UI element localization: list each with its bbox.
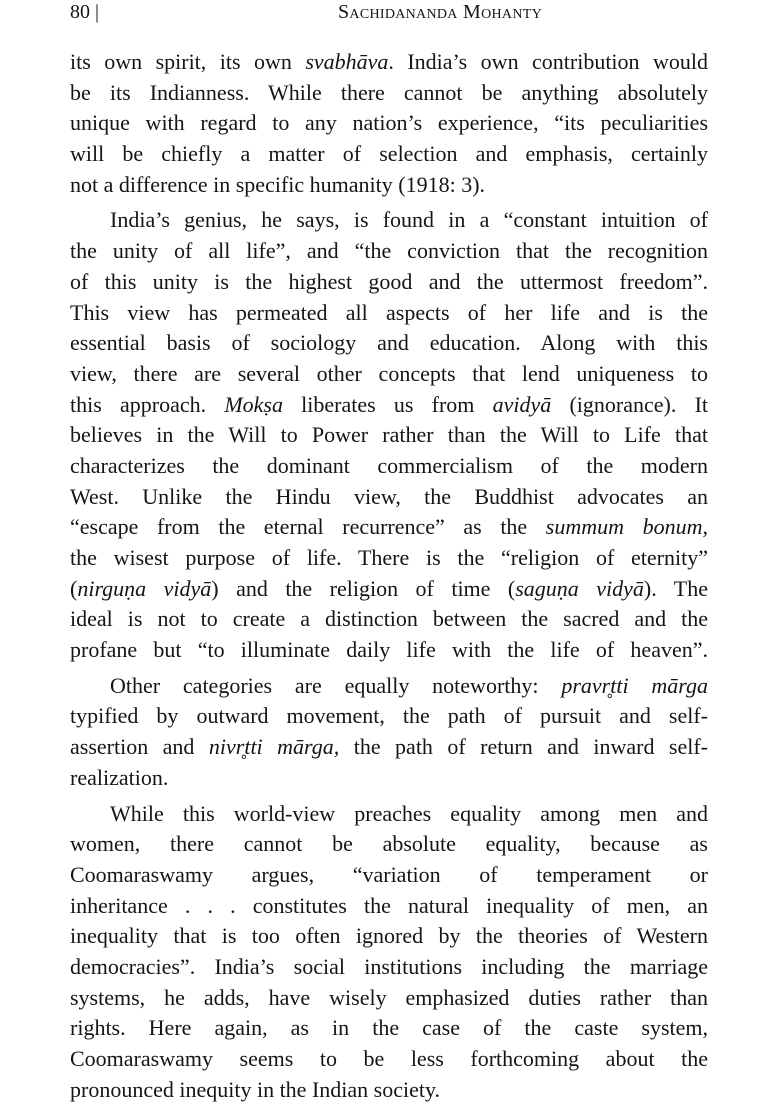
page-number: 80 |	[70, 1, 100, 23]
text-segment: this approach.	[70, 391, 225, 417]
text-segment: Other categories are equally noteworthy:	[110, 672, 562, 698]
text-segment: essential basis of sociology and education. Along with this	[70, 330, 708, 356]
page-header	[0, 0, 780, 30]
paragraph	[70, 47, 708, 200]
italic-term: saguṇa vidyā	[515, 575, 644, 601]
text-segment: inheritance . . . constitutes the natural inequality of men, an	[70, 892, 708, 918]
text-line	[70, 108, 708, 139]
text-segment: the wisest purpose of life. There is the “religion of eternity”	[70, 545, 708, 570]
text-line	[70, 921, 708, 952]
text-line	[70, 952, 708, 983]
text-line	[70, 482, 708, 513]
italic-term: avidyā	[492, 391, 552, 417]
text-segment: systems, he adds, have wisely emphasized duties rather than	[70, 984, 708, 1010]
text-segment: the path of return and inward self-	[339, 734, 708, 760]
text-segment: not a difference in specific humanity (1918: 3).	[70, 171, 486, 197]
text-line	[70, 799, 708, 830]
italic-term: svabhāva	[305, 49, 389, 74]
text-line	[70, 512, 708, 543]
text-line	[70, 860, 708, 891]
text-line	[70, 267, 708, 298]
text-line	[70, 139, 708, 170]
text-segment: of this unity is the highest good and the uttermost freedom”.	[70, 268, 708, 294]
text-segment: assertion and	[70, 734, 209, 760]
text-segment: view, there are several other concepts that lend uniqueness to	[70, 360, 708, 386]
text-line	[70, 205, 708, 236]
text-line	[70, 390, 708, 421]
text-segment: believes in the Will to Power rather than the Will to Life that	[70, 422, 708, 448]
text-segment: the unity of all life”, and “the conviction that the recognition	[70, 238, 708, 264]
text-line	[70, 47, 708, 78]
body-text	[70, 47, 708, 1105]
text-line	[70, 328, 708, 359]
text-segment: women, there cannot be absolute equality, because as	[70, 831, 708, 857]
text-line	[70, 829, 708, 860]
text-segment: profane but “to illuminate daily life with the life of heaven”.	[70, 637, 708, 663]
text-segment: While this world-view preaches equality among men and	[110, 800, 708, 826]
text-line	[70, 78, 708, 109]
text-segment: This view has permeated all aspects of her life and is the	[70, 299, 708, 325]
text-line	[70, 236, 708, 267]
text-segment: realization.	[70, 764, 169, 790]
text-segment: ). The	[643, 575, 708, 601]
text-segment: characterizes the dominant commercialism of the modern	[70, 452, 708, 478]
text-line	[70, 359, 708, 390]
text-segment: West. Unlike the Hindu view, the Buddhist advocates an	[70, 483, 708, 509]
text-line	[70, 891, 708, 922]
text-segment: “escape from the eternal recurrence” as the	[70, 514, 546, 540]
paragraph	[70, 671, 708, 794]
text-line	[70, 574, 708, 605]
italic-term: Mokṣa	[224, 391, 283, 417]
text-segment: inequality that is too often ignored by the theories of Western	[70, 923, 708, 949]
text-segment: India’s genius, he says, is found in a “constant intuition of	[110, 207, 708, 233]
text-line	[70, 1013, 708, 1044]
text-segment: ) and the religion of time (	[211, 575, 516, 601]
text-segment: ideal is not to create a distinction between the sacred and the	[70, 606, 708, 632]
text-line	[70, 763, 708, 794]
text-segment: be its Indianness. While there cannot be anything absolutely	[70, 79, 708, 105]
text-line	[70, 1044, 708, 1075]
text-segment: unique with regard to any nation’s experience, “its peculiarities	[70, 110, 708, 136]
text-line	[70, 671, 708, 702]
running-head: Sachidananda Mohanty	[337, 1, 542, 23]
text-segment: democracies”. India’s social institutions including the marriage	[70, 953, 708, 979]
text-segment: Coomaraswamy argues, “variation of temperament or	[70, 861, 708, 887]
text-line	[70, 983, 708, 1014]
italic-term: nivr̥tti mārga,	[208, 734, 340, 760]
text-segment: typified by outward movement, the path of pursuit and self-	[70, 703, 708, 729]
italic-term: summum bonum,	[545, 514, 708, 540]
text-line	[70, 298, 708, 329]
paragraph	[70, 205, 708, 665]
text-line	[70, 635, 708, 666]
text-line	[70, 420, 708, 451]
text-line	[70, 451, 708, 482]
text-segment: rights. Here again, as in the case of the caste system,	[70, 1015, 708, 1041]
text-line	[70, 732, 708, 763]
text-line	[70, 604, 708, 635]
text-line	[70, 1075, 708, 1106]
italic-term: pravr̥tti mārga	[561, 672, 708, 698]
text-segment: its own spirit, its own	[70, 49, 306, 74]
italic-term: nirguṇa vidyā	[77, 575, 212, 601]
text-segment: . India’s own contribution would	[388, 49, 708, 74]
paragraph	[70, 799, 708, 1106]
text-segment: pronounced inequity in the Indian society.	[70, 1076, 441, 1102]
text-segment: (	[70, 575, 78, 601]
text-segment: will be chiefly a matter of selection and emphasis, certainly	[70, 141, 708, 167]
text-line	[70, 170, 708, 201]
text-segment: Coomaraswamy seems to be less forthcoming about the	[70, 1046, 708, 1071]
text-line	[70, 543, 708, 574]
text-line	[70, 701, 708, 732]
text-segment: (ignorance). It	[551, 391, 708, 417]
text-segment: liberates us from	[282, 391, 493, 417]
